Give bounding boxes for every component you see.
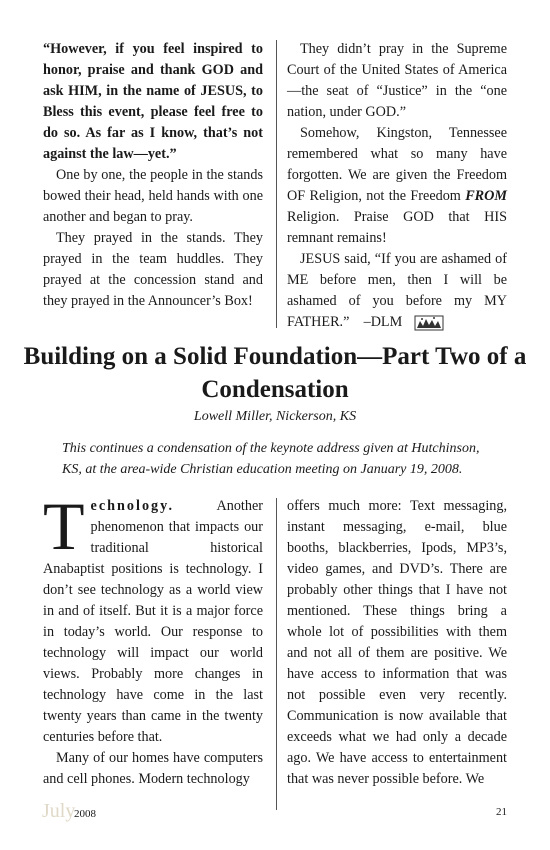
body-paragraph: They didn’t pray in the Supreme Court of the United States of America—the seat of “Justice” in the “one nation, under GOD.” (287, 41, 507, 120)
bottom-left-column (43, 488, 263, 790)
drop-cap: T (43, 488, 85, 564)
body-text: Religion. Praise GOD that HIS remnant remains! (287, 209, 507, 246)
body-paragraph (287, 249, 507, 333)
body-paragraph: Many of our homes have computers and cell phones. Modern technology (43, 750, 263, 787)
body-paragraph (43, 488, 263, 748)
body-text: JESUS said, “If you are ashamed of ME before men, then I will be ashamed of you before my MY FATHER.” (287, 251, 507, 330)
body-paragraph: offers much more: Text messaging, instant messaging, e-mail, blue booths, blackberries, Ipods, MP3’s, video games, and DVD’s. There are probably other things that I have not mentioned. These things bring a whole lot of possibilities with them and not all of them are positive. We have access to information that was not possible even very recently. Communication is now available that exceeds what we had only a decade ago. We have access to entertainment that was never possible before. We (287, 498, 507, 787)
article-author: Lowell Miller, Nickerson, KS (193, 409, 357, 424)
body-paragraph: One by one, the people in the stands bowed their head, held hands with one another and began to pray. (43, 167, 263, 225)
footer-year: 2008 (74, 808, 96, 820)
column-divider (276, 40, 277, 328)
lead-word: echnology. (90, 498, 175, 514)
footer-month: July (42, 800, 76, 822)
page-number: 21 (496, 806, 507, 818)
body-paragraph: They prayed in the stands. They prayed in the team huddles. They prayed at the concession stand and they prayed in the Announcer’s Box! (43, 230, 263, 309)
end-of-article-dingbat-icon (414, 315, 444, 331)
column-divider (276, 498, 277, 810)
top-right-column (287, 39, 507, 333)
article-title: Building on a Solid Foundation—Part Two of a Condensation (23, 343, 527, 403)
body-text: Another phenomenon that impacts our traditional historical Anabaptist positions is technology. I don’t see technology as a world view in and of itself. But it is a major force in today’s world. Our response to technology will impact our world views. Probably more changes in technology have come in the last twenty years than came in the twenty centuries before that. (43, 498, 263, 745)
body-text: Somehow, Kingston, Tennessee remembered what so many have forgotten. We are given the Freedom OF Religion, not the Freedom (287, 125, 507, 204)
top-left-column (43, 39, 263, 312)
emphasis-text: FROM (465, 188, 507, 204)
signature: –DLM (363, 314, 403, 330)
article-intro: This continues a condensation of the keynote address given at Hutchinson, KS, at the area-wide Christian education meeting on January 19, 2008. (62, 441, 480, 477)
bottom-right-column (287, 496, 507, 790)
body-paragraph (287, 123, 507, 249)
quote-paragraph: “However, if you feel inspired to honor, praise and thank GOD and ask HIM, in the name of JESUS, to Bless this event, please feel free to do so. As far as I know, that’s not against the law—yet.” (43, 41, 263, 162)
